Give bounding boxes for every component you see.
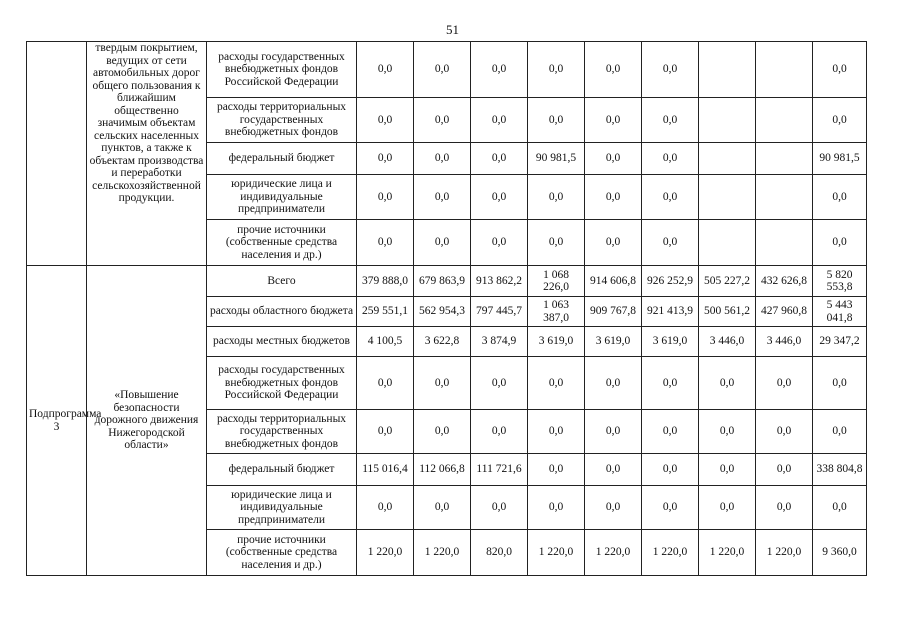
funding-source-cell: расходы местных бюджетов [207, 327, 357, 357]
year-value-cell: 0,0 [471, 42, 528, 98]
year-value-cell: 0,0 [528, 486, 585, 530]
year-value-cell [699, 143, 756, 175]
funding-source-cell: прочие источники (собственные средства населения и др.) [207, 530, 357, 576]
year-value-cell: 1 220,0 [699, 530, 756, 576]
budget-table [26, 41, 867, 576]
year-value-cell: 0,0 [471, 357, 528, 410]
program-name-cell [27, 42, 87, 266]
year-value-cell: 0,0 [585, 98, 642, 143]
year-value-cell [756, 98, 813, 143]
year-value-cell: 0,0 [699, 357, 756, 410]
year-value-cell: 90 981,5 [528, 143, 585, 175]
year-value-cell: 500 561,2 [699, 297, 756, 327]
year-value-cell: 0,0 [699, 454, 756, 486]
year-value-cell: 679 863,9 [414, 266, 471, 297]
program-description-cell: «Повышение безопасности дорожного движения Нижегородской области» [87, 266, 207, 576]
year-value-cell: 1 220,0 [585, 530, 642, 576]
year-value-cell: 0,0 [585, 410, 642, 454]
year-value-cell: 0,0 [357, 220, 414, 266]
year-value-cell: 797 445,7 [471, 297, 528, 327]
year-value-cell: 0,0 [756, 486, 813, 530]
year-value-cell: 3 619,0 [642, 327, 699, 357]
year-value-cell [756, 143, 813, 175]
total-value-cell: 5 443 041,8 [813, 297, 867, 327]
funding-source-cell: расходы территориальных государственных внебюджетных фондов [207, 98, 357, 143]
year-value-cell: 0,0 [585, 175, 642, 220]
year-value-cell: 0,0 [642, 454, 699, 486]
year-value-cell: 0,0 [528, 410, 585, 454]
total-value-cell: 0,0 [813, 486, 867, 530]
year-value-cell: 0,0 [357, 486, 414, 530]
total-value-cell: 5 820 553,8 [813, 266, 867, 297]
funding-source-cell: прочие источники (собственные средства населения и др.) [207, 220, 357, 266]
year-value-cell: 0,0 [357, 175, 414, 220]
year-value-cell: 0,0 [642, 175, 699, 220]
year-value-cell [756, 220, 813, 266]
funding-source-cell: расходы государственных внебюджетных фондов Российской Федерации [207, 357, 357, 410]
year-value-cell: 0,0 [414, 42, 471, 98]
year-value-cell: 0,0 [756, 454, 813, 486]
year-value-cell: 926 252,9 [642, 266, 699, 297]
year-value-cell: 427 960,8 [756, 297, 813, 327]
year-value-cell: 0,0 [414, 98, 471, 143]
page-number: 51 [446, 22, 459, 37]
year-value-cell: 0,0 [756, 410, 813, 454]
year-value-cell [756, 42, 813, 98]
year-value-cell: 913 862,2 [471, 266, 528, 297]
year-value-cell: 4 100,5 [357, 327, 414, 357]
year-value-cell: 0,0 [414, 220, 471, 266]
year-value-cell: 1 220,0 [357, 530, 414, 576]
table-row [27, 266, 867, 297]
year-value-cell: 0,0 [471, 220, 528, 266]
year-value-cell: 0,0 [357, 42, 414, 98]
year-value-cell: 3 874,9 [471, 327, 528, 357]
year-value-cell: 0,0 [357, 143, 414, 175]
year-value-cell [756, 175, 813, 220]
total-value-cell: 9 360,0 [813, 530, 867, 576]
year-value-cell: 0,0 [585, 454, 642, 486]
year-value-cell: 0,0 [357, 410, 414, 454]
year-value-cell: 0,0 [699, 486, 756, 530]
year-value-cell: 0,0 [471, 175, 528, 220]
funding-source-cell: федеральный бюджет [207, 454, 357, 486]
year-value-cell: 0,0 [585, 220, 642, 266]
year-value-cell: 505 227,2 [699, 266, 756, 297]
year-value-cell [699, 98, 756, 143]
table-row [27, 42, 867, 98]
year-value-cell: 432 626,8 [756, 266, 813, 297]
year-value-cell: 0,0 [357, 98, 414, 143]
program-name-cell: Подпрограмма 3 [27, 266, 87, 576]
funding-source-cell: федеральный бюджет [207, 143, 357, 175]
year-value-cell: 1 068 226,0 [528, 266, 585, 297]
year-value-cell: 1 220,0 [756, 530, 813, 576]
total-value-cell: 0,0 [813, 42, 867, 98]
year-value-cell: 0,0 [642, 42, 699, 98]
year-value-cell: 921 413,9 [642, 297, 699, 327]
year-value-cell: 0,0 [699, 410, 756, 454]
funding-source-cell: юридические лица и индивидуальные предприниматели [207, 486, 357, 530]
year-value-cell: 115 016,4 [357, 454, 414, 486]
year-value-cell: 1 220,0 [528, 530, 585, 576]
funding-source-cell: юридические лица и индивидуальные предприниматели [207, 175, 357, 220]
year-value-cell [699, 42, 756, 98]
total-value-cell: 0,0 [813, 220, 867, 266]
year-value-cell: 379 888,0 [357, 266, 414, 297]
year-value-cell: 909 767,8 [585, 297, 642, 327]
program-description-cell: твердым покрытием, ведущих от сети автомобильных дорог общего пользования к ближайшим общественно значимым объектам сельских населенных пунктов, а также к объектам производства и переработки сельскохозяйственной продукции. [87, 42, 207, 266]
year-value-cell: 3 619,0 [585, 327, 642, 357]
year-value-cell [699, 220, 756, 266]
year-value-cell: 0,0 [414, 175, 471, 220]
funding-source-cell: расходы государственных внебюджетных фондов Российской Федерации [207, 42, 357, 98]
year-value-cell: 0,0 [585, 143, 642, 175]
year-value-cell: 0,0 [642, 357, 699, 410]
year-value-cell: 1 063 387,0 [528, 297, 585, 327]
year-value-cell: 3 446,0 [756, 327, 813, 357]
year-value-cell: 0,0 [585, 42, 642, 98]
year-value-cell: 1 220,0 [414, 530, 471, 576]
year-value-cell: 112 066,8 [414, 454, 471, 486]
year-value-cell: 0,0 [585, 486, 642, 530]
year-value-cell: 1 220,0 [642, 530, 699, 576]
total-value-cell: 0,0 [813, 357, 867, 410]
total-value-cell: 29 347,2 [813, 327, 867, 357]
funding-source-cell: расходы областного бюджета [207, 297, 357, 327]
year-value-cell: 0,0 [756, 357, 813, 410]
year-value-cell: 0,0 [414, 486, 471, 530]
year-value-cell: 0,0 [642, 98, 699, 143]
year-value-cell: 0,0 [642, 410, 699, 454]
year-value-cell: 820,0 [471, 530, 528, 576]
year-value-cell: 0,0 [642, 220, 699, 266]
year-value-cell: 111 721,6 [471, 454, 528, 486]
year-value-cell: 0,0 [642, 143, 699, 175]
year-value-cell: 562 954,3 [414, 297, 471, 327]
year-value-cell: 0,0 [471, 143, 528, 175]
year-value-cell: 0,0 [471, 486, 528, 530]
year-value-cell [699, 175, 756, 220]
year-value-cell: 3 622,8 [414, 327, 471, 357]
year-value-cell: 0,0 [528, 98, 585, 143]
year-value-cell: 0,0 [357, 357, 414, 410]
year-value-cell: 0,0 [414, 357, 471, 410]
total-value-cell: 338 804,8 [813, 454, 867, 486]
total-value-cell: 0,0 [813, 175, 867, 220]
year-value-cell: 0,0 [471, 410, 528, 454]
year-value-cell: 0,0 [528, 454, 585, 486]
year-value-cell: 0,0 [528, 220, 585, 266]
year-value-cell: 0,0 [585, 357, 642, 410]
year-value-cell: 3 619,0 [528, 327, 585, 357]
total-value-cell: 0,0 [813, 410, 867, 454]
total-value-cell: 90 981,5 [813, 143, 867, 175]
year-value-cell: 0,0 [528, 42, 585, 98]
funding-source-cell: Всего [207, 266, 357, 297]
year-value-cell: 259 551,1 [357, 297, 414, 327]
year-value-cell: 0,0 [414, 410, 471, 454]
year-value-cell: 0,0 [528, 357, 585, 410]
funding-source-cell: расходы территориальных государственных внебюджетных фондов [207, 410, 357, 454]
year-value-cell: 3 446,0 [699, 327, 756, 357]
year-value-cell: 0,0 [642, 486, 699, 530]
year-value-cell: 0,0 [471, 98, 528, 143]
year-value-cell: 0,0 [414, 143, 471, 175]
year-value-cell: 914 606,8 [585, 266, 642, 297]
year-value-cell: 0,0 [528, 175, 585, 220]
total-value-cell: 0,0 [813, 98, 867, 143]
